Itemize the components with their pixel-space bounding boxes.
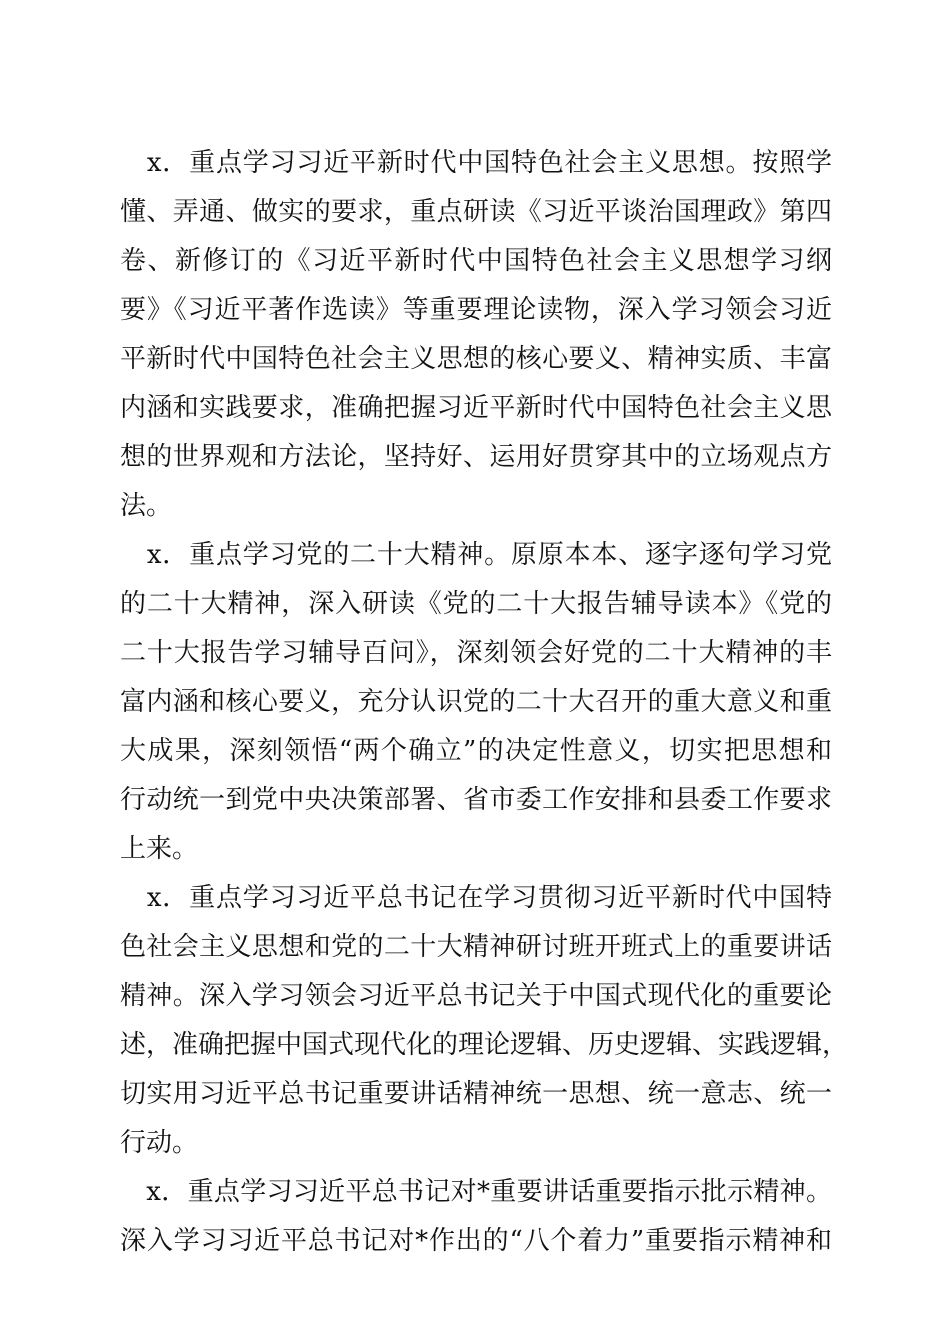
- text-line: 卷、新修订的《习近平新时代中国特色社会主义思想学习纲: [120, 246, 832, 276]
- paragraph: [120, 1168, 832, 1266]
- text-line: 行动统一到党中央决策部署、省市委工作安排和县委工作要求: [120, 785, 832, 815]
- text-line: 平新时代中国特色社会主义思想的核心要义、精神实质、丰富: [120, 344, 832, 374]
- text-line: 二十大报告学习辅导百问》，深刻领会好党的二十大精神的丰: [120, 638, 832, 668]
- text-line: 想的世界观和方法论，坚持好、运用好贯穿其中的立场观点方: [120, 442, 832, 472]
- text-line: 懂、弄通、做实的要求，重点研读《习近平谈治国理政》第四: [120, 197, 832, 227]
- text-line: x．重点学习党的二十大精神。原原本本、逐字逐句学习党: [120, 540, 832, 570]
- text-line: 上来。: [120, 834, 199, 864]
- text-line: 大成果，深刻领悟“两个确立”的决定性意义，切实把思想和: [120, 736, 832, 766]
- text-line: 述，准确把握中国式现代化的理论逻辑、历史逻辑、实践逻辑，: [120, 1030, 849, 1060]
- paragraph: [120, 531, 832, 874]
- text-line: 切实用习近平总书记重要讲话精神统一思想、统一意志、统一: [120, 1079, 832, 1109]
- text-line: 行动。: [120, 1128, 199, 1158]
- text-line: 要》《习近平著作选读》等重要理论读物，深入学习领会习近: [120, 295, 832, 325]
- text-line: 内涵和实践要求，准确把握习近平新时代中国特色社会主义思: [120, 393, 832, 423]
- text-line: x．重点学习习近平总书记对*重要讲话重要指示批示精神。: [120, 1177, 832, 1207]
- paragraph: [120, 874, 849, 1168]
- text-line: 的二十大精神，深入研读《党的二十大报告辅导读本》《党的: [120, 589, 832, 619]
- document-body: [120, 139, 849, 1266]
- paragraph: [120, 139, 832, 531]
- text-line: 精神。深入学习领会习近平总书记关于中国式现代化的重要论: [120, 981, 832, 1011]
- text-line: x．重点学习习近平新时代中国特色社会主义思想。按照学: [120, 148, 832, 178]
- text-line: 深入学习习近平总书记对*作出的“八个着力”重要指示精神和: [120, 1226, 832, 1256]
- text-line: x．重点学习习近平总书记在学习贯彻习近平新时代中国特: [120, 883, 832, 913]
- text-line: 色社会主义思想和党的二十大精神研讨班开班式上的重要讲话: [120, 932, 832, 962]
- text-line: 法。: [120, 491, 173, 521]
- text-line: 富内涵和核心要义，充分认识党的二十大召开的重大意义和重: [120, 687, 832, 717]
